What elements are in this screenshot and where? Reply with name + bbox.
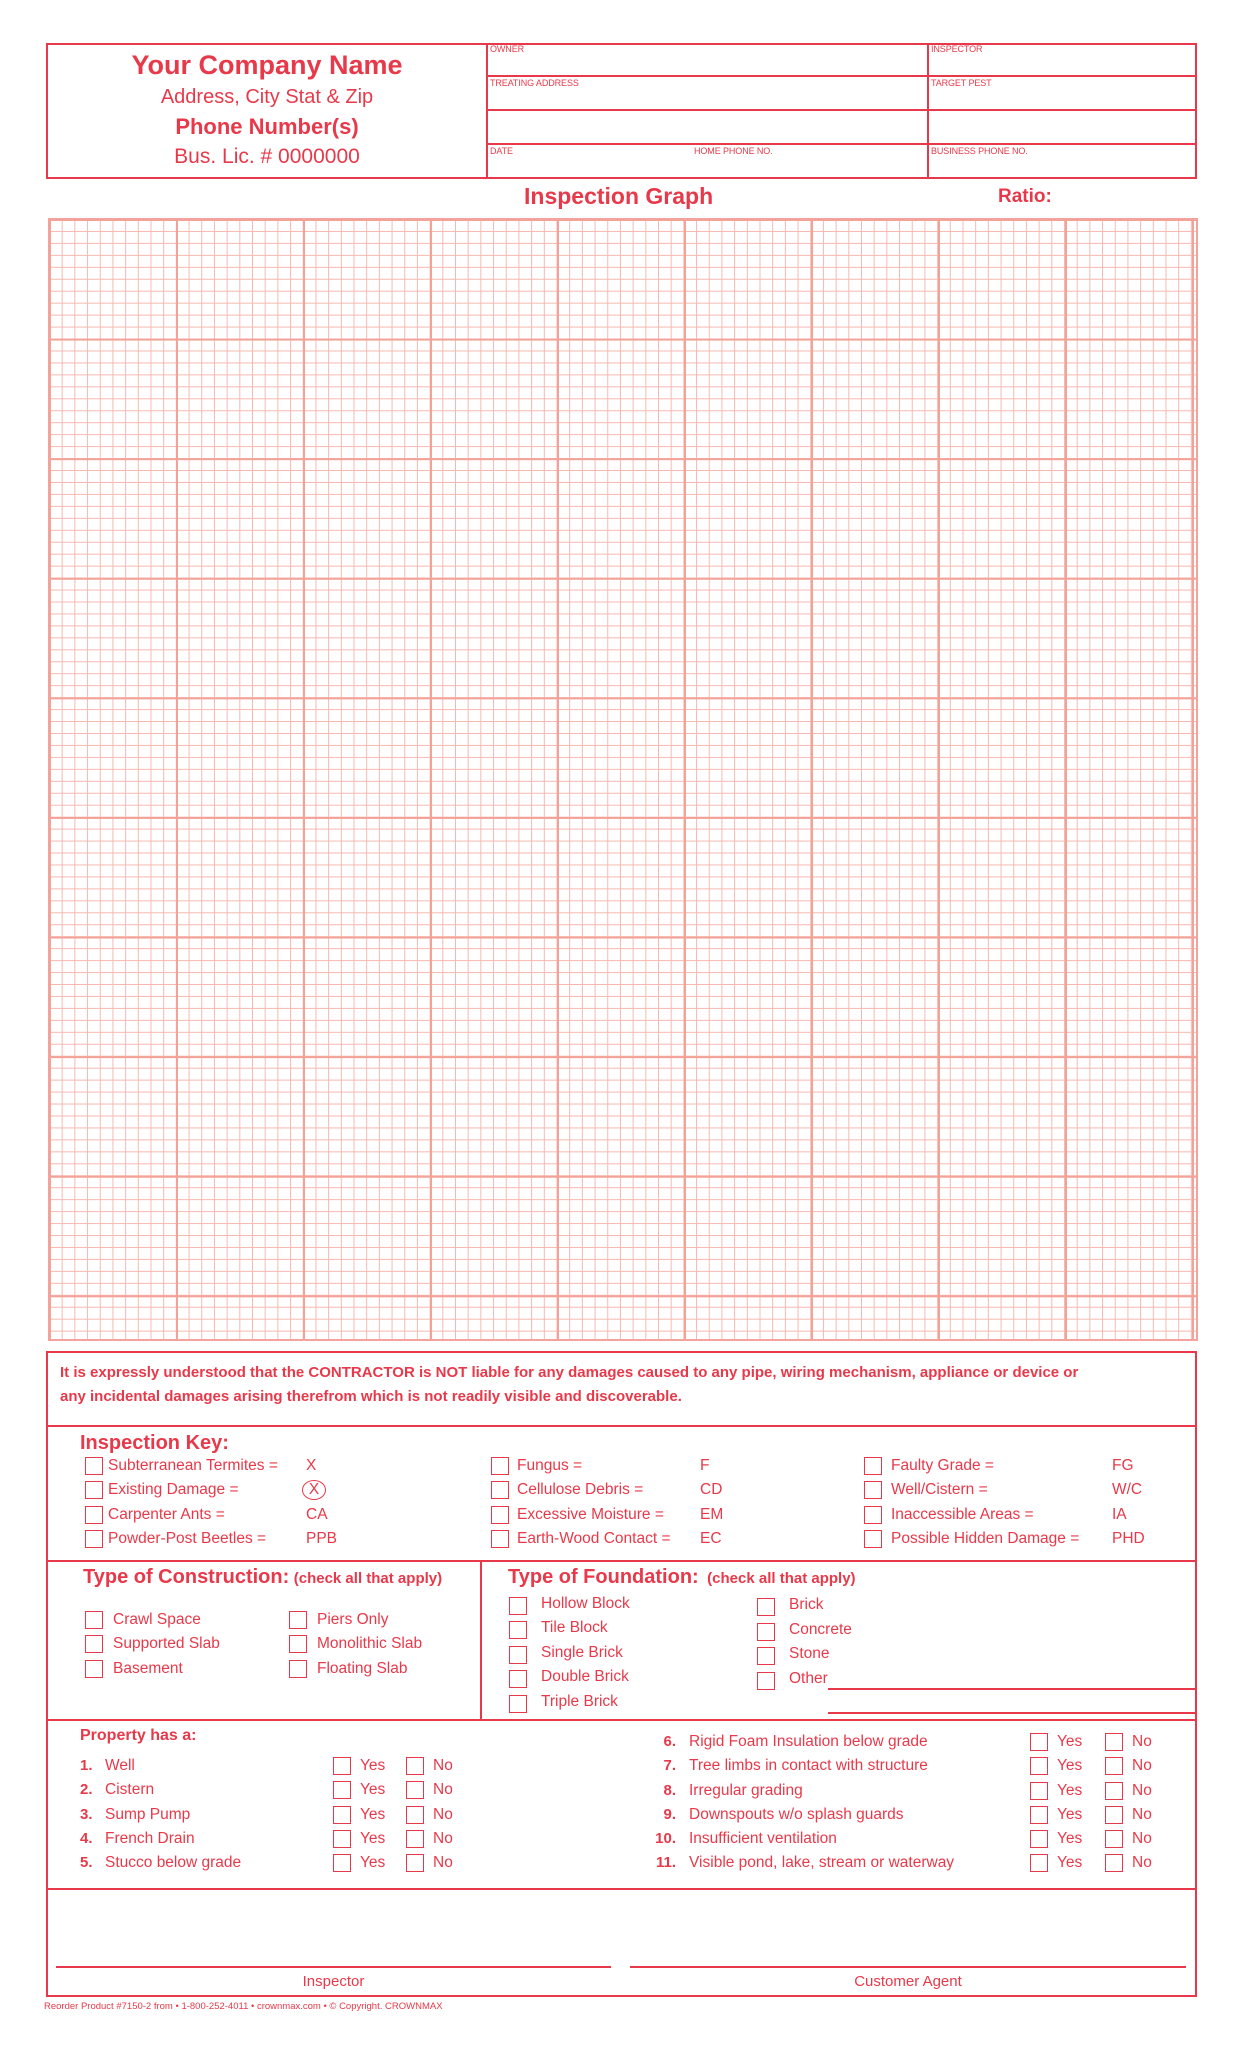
company-address: Address, City Stat & Zip [160,86,374,108]
header-divider [486,43,488,179]
property-item-number: 6. [663,1733,676,1750]
property-yes-label: Yes [1057,1757,1083,1774]
property-item-number: 9. [663,1806,676,1823]
disclaimer-line2: any incidental damages arising therefrom which is not readily visible and discoverable. [60,1388,682,1405]
property-yes-label: Yes [360,1806,386,1823]
property-item-number: 3. [80,1806,93,1823]
foundation-option-label: Stone [789,1645,830,1662]
inspection-key-checkbox[interactable] [491,1457,509,1475]
graph-title: Inspection Graph [524,183,714,209]
property-item-label: Cistern [105,1781,155,1798]
inspection-key-label: Fungus = [517,1457,583,1474]
property-item-number: 5. [80,1854,93,1871]
section-vertical-divider [480,1560,482,1720]
header-divider-right [927,43,929,179]
company-license: Bus. Lic. # 0000000 [174,145,360,168]
header-row-line [486,109,1197,111]
property-yes-label: Yes [1057,1806,1083,1823]
inspection-key-checkbox[interactable] [85,1530,103,1548]
inspection-key-label: Possible Hidden Damage = [891,1530,1080,1547]
property-no-label: No [1132,1854,1152,1871]
construction-option-label: Monolithic Slab [317,1635,423,1652]
foundation-option-label: Hollow Block [541,1595,630,1612]
property-yes-checkbox[interactable] [1030,1854,1048,1872]
property-no-label: No [1132,1733,1152,1750]
inspection-key-code: CD [700,1481,723,1498]
property-item-label: Well [105,1757,135,1774]
date-field[interactable]: DATE [490,146,513,156]
property-yes-label: Yes [360,1830,386,1847]
construction-subtitle: (check all that apply) [293,1570,443,1587]
foundation-option-label: Brick [789,1596,824,1613]
owner-field[interactable]: OWNER [490,44,524,54]
section-divider [46,1560,1197,1562]
header-row-line [486,75,1197,77]
inspection-key-checkbox[interactable] [864,1530,882,1548]
customer-agent-signature-line[interactable] [630,1966,1186,1968]
inspection-key-checkbox[interactable] [864,1506,882,1524]
property-yes-checkbox[interactable] [333,1830,351,1848]
inspection-key-checkbox[interactable] [491,1530,509,1548]
inspection-key-checkbox[interactable] [491,1506,509,1524]
inspection-key-code: IA [1112,1506,1127,1523]
inspection-key-code: F [700,1457,710,1474]
property-item-number: 8. [663,1782,676,1799]
property-item-number: 2. [80,1781,93,1798]
company-phone: Phone Number(s) [175,114,359,139]
inspection-key-code: CA [306,1506,328,1523]
inspector-signature-line[interactable] [56,1966,611,1968]
property-item-label: Sump Pump [105,1806,191,1823]
property-yes-checkbox[interactable] [333,1806,351,1824]
property-no-checkbox[interactable] [406,1757,424,1775]
property-no-label: No [433,1757,453,1774]
property-item-number: 1. [80,1757,93,1774]
property-item-label: Irregular grading [689,1782,803,1799]
property-yes-checkbox[interactable] [1030,1757,1048,1775]
property-no-checkbox[interactable] [406,1830,424,1848]
inspection-key-label: Powder-Post Beetles = [108,1530,267,1547]
property-yes-label: Yes [360,1854,386,1871]
inspection-key-label: Cellulose Debris = [517,1481,644,1498]
construction-option-label: Crawl Space [113,1611,201,1628]
inspection-key-checkbox[interactable] [864,1481,882,1499]
inspection-key-code: W/C [1112,1481,1143,1498]
property-no-checkbox[interactable] [1105,1782,1123,1800]
inspection-key-code: PHD [1112,1530,1145,1547]
foundation-option-label: Single Brick [541,1644,623,1661]
property-yes-label: Yes [1057,1782,1083,1799]
property-item-label: Insufficient ventilation [689,1830,837,1847]
property-no-label: No [1132,1830,1152,1847]
inspection-key-code: PPB [306,1530,338,1547]
construction-option-label: Floating Slab [317,1660,408,1677]
construction-checkbox[interactable] [289,1660,307,1678]
property-yes-checkbox[interactable] [1030,1806,1048,1824]
construction-checkbox[interactable] [289,1635,307,1653]
property-no-checkbox[interactable] [1105,1757,1123,1775]
property-item-number: 11. [655,1854,676,1871]
target-pest-field[interactable]: TARGET PEST [931,78,992,88]
property-no-label: No [433,1781,453,1798]
inspection-key-label: Inaccessible Areas = [891,1506,1034,1523]
section-divider [46,1425,1197,1427]
foundation-checkbox[interactable] [757,1623,775,1641]
section-divider [46,1719,1197,1721]
inspection-key-checkbox[interactable] [864,1457,882,1475]
foundation-option-label: Double Brick [541,1668,629,1685]
inspection-key-code: X [306,1457,317,1474]
foundation-checkbox[interactable] [757,1598,775,1616]
target-pest-line2-field[interactable] [931,112,1195,143]
property-yes-label: Yes [1057,1733,1083,1750]
property-item-label: Visible pond, lake, stream or waterway [689,1854,955,1871]
property-yes-checkbox[interactable] [1030,1733,1048,1751]
foundation-checkbox[interactable] [509,1670,527,1688]
inspection-key-checkbox[interactable] [85,1457,103,1475]
property-no-checkbox[interactable] [1105,1830,1123,1848]
construction-option-label: Piers Only [317,1611,389,1628]
inspection-key-label: Earth-Wood Contact = [517,1530,671,1547]
inspector-field[interactable]: INSPECTOR [931,44,983,54]
property-no-checkbox[interactable] [1105,1854,1123,1872]
foundation-checkbox[interactable] [509,1646,527,1664]
foundation-checkbox[interactable] [757,1672,775,1690]
property-no-label: No [1132,1782,1152,1799]
property-item-label: Downspouts w/o splash guards [689,1806,904,1823]
header-row-line [486,143,1197,145]
inspection-key-label: Faulty Grade = [891,1457,994,1474]
property-yes-checkbox[interactable] [1030,1830,1048,1848]
inspection-key-code: EC [700,1530,722,1547]
ratio-label: Ratio: [998,186,1052,207]
property-no-checkbox[interactable] [1105,1733,1123,1751]
construction-checkbox[interactable] [85,1635,103,1653]
construction-title-text: Type of Construction: [83,1566,290,1588]
construction-checkbox[interactable] [289,1611,307,1629]
inspection-graph-grid[interactable] [48,218,1198,1341]
inspection-key-code: EM [700,1506,724,1523]
property-item-number: 10. [655,1830,676,1847]
customer-agent-signature-label: Customer Agent [854,1973,962,1990]
foundation-option-label: Concrete [789,1621,852,1638]
property-no-checkbox[interactable] [406,1781,424,1799]
inspection-key-checkbox[interactable] [491,1481,509,1499]
treating-address-line2-field[interactable] [490,112,925,143]
property-no-checkbox[interactable] [1105,1806,1123,1824]
property-item-label: Rigid Foam Insulation below grade [689,1733,928,1750]
foundation-checkbox[interactable] [509,1621,527,1639]
foundation-title-text: Type of Foundation: [508,1566,699,1588]
property-yes-checkbox[interactable] [333,1757,351,1775]
inspection-key-code: FG [1112,1457,1134,1474]
property-yes-label: Yes [360,1781,386,1798]
property-item-label: French Drain [105,1830,195,1847]
property-title: Property has a: [80,1727,197,1744]
property-yes-label: Yes [1057,1830,1083,1847]
foundation-checkbox[interactable] [509,1695,527,1713]
property-item-number: 4. [80,1830,93,1847]
property-no-label: No [1132,1757,1152,1774]
treating-address-field[interactable]: TREATING ADDRESS [490,78,579,88]
property-no-checkbox[interactable] [406,1806,424,1824]
construction-option-label: Supported Slab [113,1635,220,1652]
property-yes-checkbox[interactable] [333,1781,351,1799]
property-item-label: Stucco below grade [105,1854,242,1871]
other-line[interactable] [828,1688,1197,1690]
property-no-label: No [433,1806,453,1823]
inspection-key-label: Carpenter Ants = [108,1506,225,1523]
other-line-2[interactable] [828,1712,1197,1714]
property-item-number: 7. [663,1757,676,1774]
property-no-label: No [433,1854,453,1871]
section-divider [46,1888,1197,1890]
foundation-subtitle: (check all that apply) [707,1570,856,1587]
property-yes-checkbox[interactable] [333,1854,351,1872]
inspection-key-label: Well/Cistern = [891,1481,988,1498]
foundation-checkbox[interactable] [509,1597,527,1615]
property-no-label: No [433,1830,453,1847]
inspection-key-label: Subterranean Termites = [108,1457,278,1474]
property-no-label: No [1132,1806,1152,1823]
foundation-checkbox[interactable] [757,1647,775,1665]
disclaimer-line1: It is expressly understood that the CONTRACTOR is NOT liable for any damages caused to any pipe, wiring mechanism, appliance or device or [60,1364,1079,1381]
inspection-key-label: Excessive Moisture = [517,1506,664,1523]
property-yes-label: Yes [1057,1854,1083,1871]
inspection-key-checkbox[interactable] [85,1506,103,1524]
property-yes-checkbox[interactable] [1030,1782,1048,1800]
foundation-title [508,1566,856,1589]
inspector-signature-label: Inspector [302,1973,365,1990]
home-phone-field[interactable]: HOME PHONE NO. [694,146,773,156]
construction-checkbox[interactable] [85,1660,103,1678]
property-yes-label: Yes [360,1757,386,1774]
inspection-key-label: Existing Damage = [108,1481,239,1498]
footer-reorder-text: Reorder Product #7150-2 from • 1-800-252-4011 • crownmax.com • © Copyright. CROWNMAX [44,2001,443,2012]
property-item-label: Tree limbs in contact with structure [689,1757,928,1774]
construction-title [83,1566,442,1589]
foundation-option-label: Tile Block [541,1619,608,1636]
business-phone-field[interactable]: BUSINESS PHONE NO. [931,146,1028,156]
foundation-option-label: Other [789,1670,828,1687]
construction-option-label: Basement [113,1660,183,1677]
inspection-key-code: X [302,1480,326,1500]
inspection-key-title: Inspection Key: [80,1432,229,1454]
construction-checkbox[interactable] [85,1611,103,1629]
company-name: Your Company Name [131,50,403,80]
inspection-key-checkbox[interactable] [85,1481,103,1499]
foundation-option-label: Triple Brick [541,1693,618,1710]
property-no-checkbox[interactable] [406,1854,424,1872]
